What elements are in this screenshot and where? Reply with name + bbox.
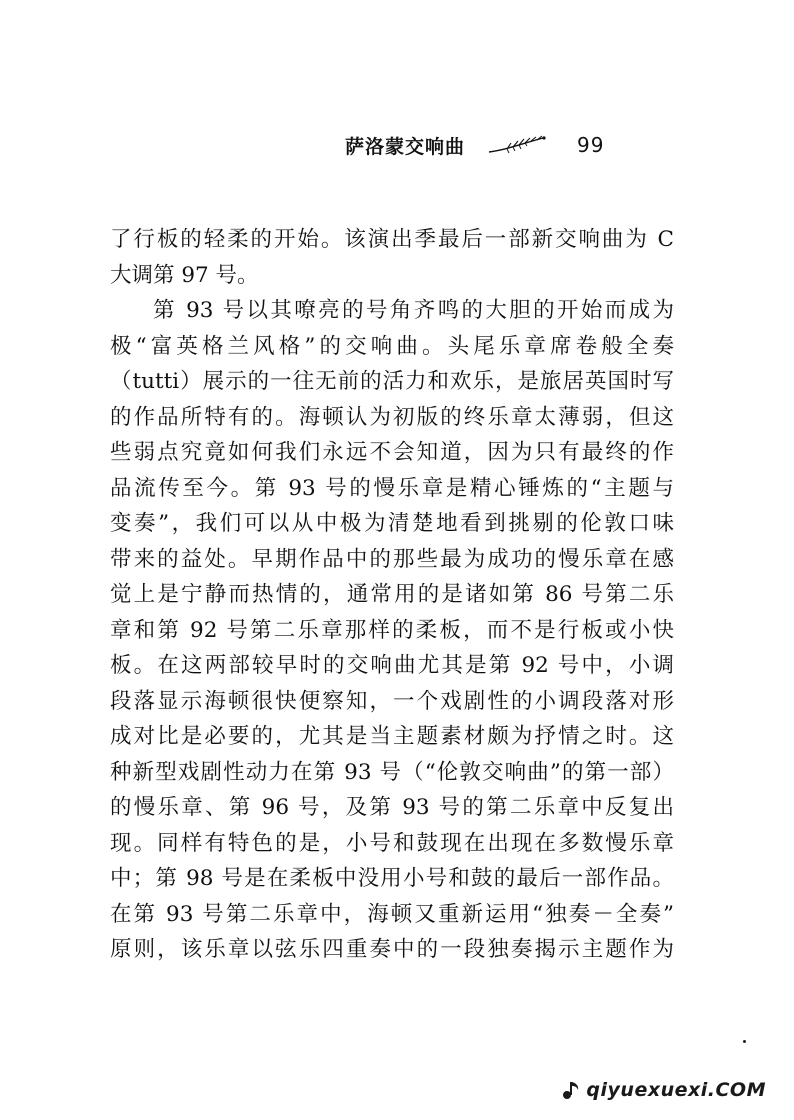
text-line: 觉上是宁静而热情的，通常用的是诸如第 86 号第二乐 <box>110 582 674 607</box>
text-line: 的慢乐章、第 96 号，及第 93 号的第二乐章中反复出 <box>110 795 674 820</box>
text-line: 在第 93 号第二乐章中，海顿又重新运用“独奏－全奏” <box>110 901 674 927</box>
text-line: 极“富英格兰风格”的交响曲。头尾乐章席卷般全奏 <box>110 333 674 359</box>
watermark-text: qiyuexuexi.COM <box>586 1079 766 1101</box>
text-line: 现。同样有特色的是，小号和鼓现在出现在多数慢乐章 <box>110 830 674 856</box>
page-number: 99 <box>577 133 605 157</box>
site-watermark <box>561 1078 766 1102</box>
text-line: 大调第 97 号。 <box>110 262 259 288</box>
paragraph-start-line: 第 93 号以其嘹亮的号角齐鸣的大胆的开始而成为 <box>153 298 674 323</box>
text-line: 板。在这两部较早时的交响曲尤其是第 92 号中，小调 <box>110 653 674 678</box>
text-line: 中；第 98 号是在柔板中没用小号和鼓的最后一部作品。 <box>110 866 674 891</box>
text-line: 原则，该乐章以弦乐四重奏中的一段独奏揭示主题作为 <box>110 937 674 962</box>
text-line: 成对比是必要的，尤其是当主题素材颇为抒情之时。这 <box>110 724 674 749</box>
quill-ornament-icon <box>487 134 549 156</box>
text-line: 段落显示海顿很快便察知，一个戏剧性的小调段落对形 <box>110 688 674 714</box>
body-text <box>110 222 674 968</box>
running-header <box>345 130 604 160</box>
text-line: 了行板的轻柔的开始。该演出季最后一部新交响曲为 C <box>110 227 674 252</box>
chapter-title: 萨洛蒙交响曲 <box>345 135 466 158</box>
scan-speck <box>743 1040 746 1043</box>
text-line: 些弱点究竟如何我们永远不会知道，因为只有最终的作 <box>110 440 674 465</box>
text-line: 种新型戏剧性动力在第 93 号（“伦敦交响曲”的第一部） <box>110 759 674 785</box>
text-line: （tutti）展示的一往无前的活力和欢乐，是旅居英国时写 <box>110 369 674 394</box>
text-line: 品流传至今。第 93 号的慢乐章是精心锤炼的“主题与 <box>110 475 674 501</box>
text-line: 变奏”，我们可以从中极为清楚地看到挑剔的伦敦口味 <box>110 511 674 536</box>
text-line: 章和第 92 号第二乐章那样的柔板，而不是行板或小快 <box>110 617 674 643</box>
text-line: 带来的益处。早期作品中的那些最为成功的慢乐章在感 <box>110 546 674 572</box>
music-note-logo-icon <box>561 1080 583 1100</box>
text-line: 的作品所特有的。海顿认为初版的终乐章太薄弱，但这 <box>110 404 674 430</box>
